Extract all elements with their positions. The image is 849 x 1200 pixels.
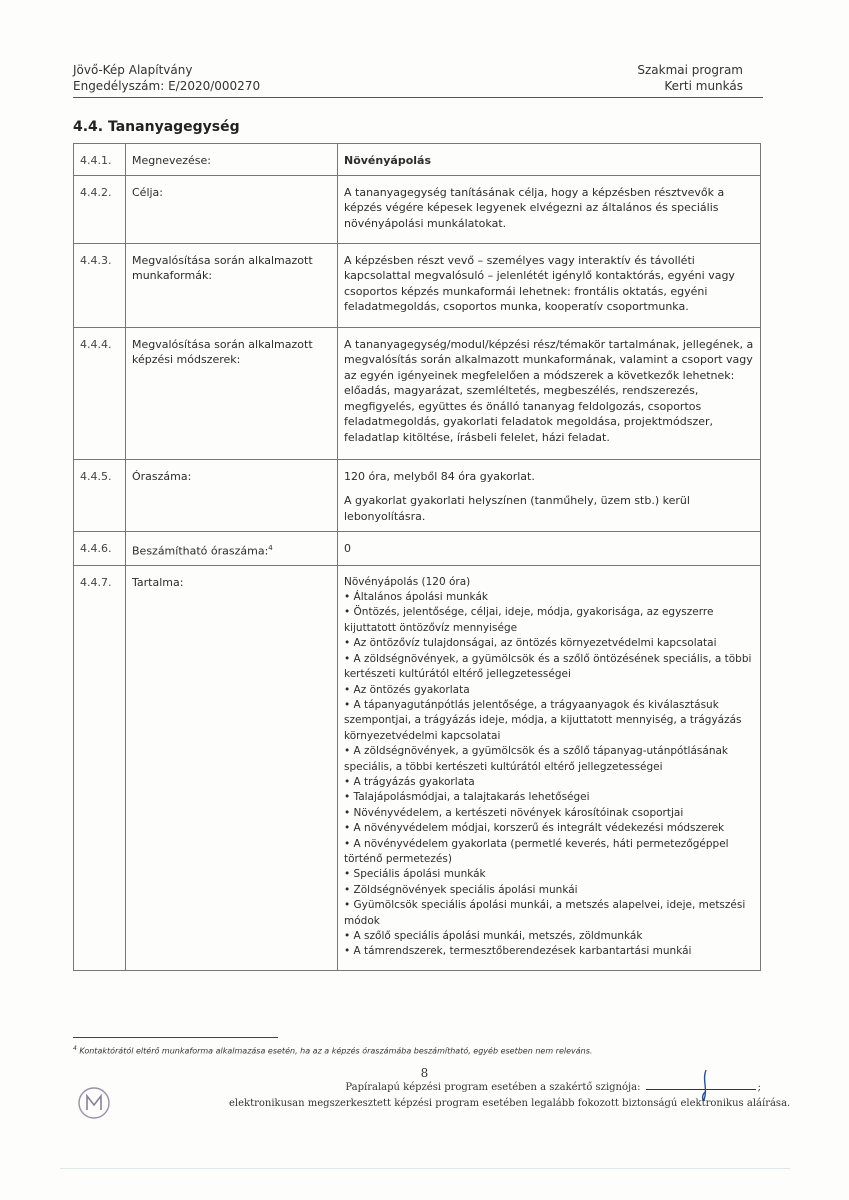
table-row (74, 175, 761, 243)
content-item: • A támrendszerek, termesztőberendezések karbantartási munkái (344, 945, 692, 958)
row-number: 4.4.3. (74, 243, 126, 327)
row-value (338, 565, 761, 970)
footnote-ref: 4 (268, 543, 273, 552)
row-value (338, 459, 761, 531)
table-row (74, 531, 761, 565)
row-label: Óraszáma: (126, 459, 338, 531)
content-item: • Növényvédelem, a kertészeti növények károsítóinak csoportjai (344, 806, 684, 819)
row-number: 4.4.7. (74, 565, 126, 970)
row-label (126, 531, 338, 565)
table-row (74, 243, 761, 327)
org-name: Jövő-Kép Alapítvány (73, 63, 193, 77)
practice-location-text: A gyakorlat gyakorlati helyszínen (tanműhely, üzem stb.) kerül lebonyolításra. (344, 494, 690, 523)
content-item: • A zöldségnövények, a gyümölcsök és a szőlő öntözésének speciális, a többi kertészeti kultúrától eltérő jellegzetességei (344, 652, 752, 681)
content-heading: Növényápolás (120 óra) (344, 575, 471, 588)
row-value: A tananyagegység/modul/képzési rész/témakör tartalmának, jellegének, a megvalósítás során alkalmazott munkaformának, valamint a csoport vagy az egyén igényeinek megfelelően a módszerek a következők lehetnek: előadás, magyarázat, szemléltetés, megbeszélés, rendszerezés, megfigyelés, együttes és önálló tananyag feldolgozás, csoportos feladatmegoldás, gyakorlati feladatok megoldása, projektmódszer, feladatlap kitöltése, írásbeli felelet, házi feladat. (338, 327, 761, 459)
content-item: • Zöldségnövények speciális ápolási munkái (344, 883, 578, 896)
curriculum-table (73, 143, 761, 971)
signature-note-suffix: ; (757, 1082, 761, 1093)
row-number: 4.4.5. (74, 459, 126, 531)
header-left (73, 62, 260, 94)
row-label: Tartalma: (126, 565, 338, 970)
table-row (74, 565, 761, 970)
signature-line-electronic: elektronikusan megszerkesztett képzési program esetében legalább fokozott biztonságú elektronikus aláírása. (229, 1098, 791, 1109)
row-label-text: Beszámítható óraszáma: (132, 544, 269, 558)
scan-artifact-divider (60, 1168, 790, 1169)
content-item: • Talajápolásmódjai, a talajtakarás lehetőségei (344, 791, 590, 804)
row-value: 0 (338, 531, 761, 565)
content-item: • Gyümölcsök speciális ápolási munkái, a metszés alapelvei, ideje, metszési módok (344, 899, 746, 927)
hours-text: 120 óra, melyből 84 óra gyakorlat. (344, 469, 535, 483)
header-divider (73, 97, 763, 98)
content-item: • Általános ápolási munkák (344, 591, 488, 604)
row-value: A képzésben részt vevő – személyes vagy interaktív és távolléti kapcsolattal megvalósuló – jelenlétét igénylő kontaktórás, egyéni vagy csoportos képzés munkaformái lehetnek: frontális oktatás, egyéni feladatmegoldás, csoportos munka, kooperatív csoportmunka. (338, 243, 761, 327)
content-item: • A trágyázás gyakorlata (344, 775, 475, 788)
program-subject: Kerti munkás (664, 79, 743, 93)
row-number: 4.4.6. (74, 531, 126, 565)
content-item: • Öntözés, jelentősége, céljai, ideje, módja, gyakorisága, az egyszerre kijuttatott öntözővíz mennyisége (344, 606, 714, 634)
program-name: Szakmai program (637, 63, 743, 77)
row-label: Célja: (126, 175, 338, 243)
content-item: • A zöldségnövények, a gyümölcsök és a szőlő tápanyag-utánpótlásának speciális, a többi kertészeti kultúrától eltérő jellegzetességei (344, 745, 728, 773)
row-number: 4.4.1. (74, 144, 126, 176)
content-item: • Az öntözés gyakorlata (344, 683, 470, 696)
row-number: 4.4.2. (74, 175, 126, 243)
table-row (74, 327, 761, 459)
header-right (637, 62, 743, 94)
table-row (74, 144, 761, 176)
row-label: Megvalósítása során alkalmazott munkaformák: (126, 243, 338, 327)
institution-logo-icon (77, 1086, 111, 1120)
row-number: 4.4.4. (74, 327, 126, 459)
content-item: • A növényvédelem módjai, korszerű és integrált védekezési módszerek (344, 822, 725, 835)
footnote-divider (73, 1037, 278, 1038)
footnote-text: Kontaktórától eltérő munkaforma alkalmazása esetén, ha az a képzés óraszámába beszámítható, egyéb esetben nem releváns. (79, 1046, 593, 1056)
footnote (73, 1045, 592, 1056)
row-label: Megvalósítása során alkalmazott képzési módszerek: (126, 327, 338, 459)
page-number: 8 (420, 1066, 429, 1080)
row-value: Növényápolás (338, 144, 761, 176)
signature-note-prefix: Papíralapú képzési program esetében a szakértő szignója: (345, 1082, 641, 1093)
row-value: A tananyagegység tanításának célja, hogy a képzésben résztvevők a képzés végére képesek legyenek elvégezni az általános és speciális növényápolási munkálatokat. (338, 175, 761, 243)
content-item: • A növényvédelem gyakorlata (permetlé keverés, háti permetezőgéppel történő permetezés) (344, 837, 729, 865)
section-title: 4.4. Tananyagegység (73, 119, 240, 135)
license-number: Engedélyszám: E/2020/000270 (73, 79, 261, 93)
content-item: • Speciális ápolási munkák (344, 868, 486, 881)
content-item: • Az öntözővíz tulajdonságai, az öntözés környezetvédelmi kapcsolatai (344, 637, 717, 650)
content-item: • A szőlő speciális ápolási munkái, metszés, zöldmunkák (344, 930, 643, 942)
content-item: • A tápanyagutánpótlás jelentősége, a trágyaanyagok és kiválasztásuk szempontjai, a trágyázás ideje, módja, a kijuttatott mennyiség, a trágyázás környezetvédelmi kapcsolatai (344, 698, 742, 742)
row-label: Megnevezése: (126, 144, 338, 176)
footnote-marker: 4 (73, 1045, 77, 1052)
table-row (74, 459, 761, 531)
